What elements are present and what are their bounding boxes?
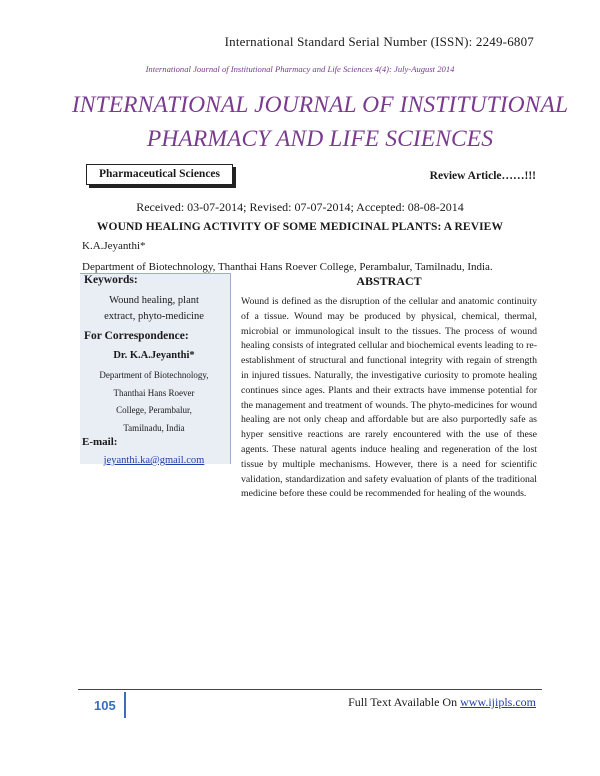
address-line-3: College, Perambalur, — [116, 405, 192, 415]
footer-prefix: Full Text Available On — [348, 695, 461, 709]
abstract-body: Wound is defined as the disruption of the cellular and anatomic continuity of a tissue. Wound may be produced by physical, chemical, thermal, microbial or immunological insult to the tissues. The process of wound healing consists of integrated cellular and biochemical events leading to re-establishment of structural and functional integrity with regain of strength in injured tissues. Naturally, the investigative curiosity to promote healing continues since ages. Plants and their extracts have immense potential for the management and treatment of wounds. The phyto-medicines for wound healing are not only cheap and affordable but are also purportedly safe as hyper sensitive reactions are rarely encountered with the use of these agents. These natural agents induce healing and regeneration of the lost tissue by multiple mechanisms. However, there is a need for scientific validation, standardization and safety evaluation of plants of the traditional medicine before these could be recommended for healing of the wounds. — [241, 296, 537, 500]
abstract-heading: ABSTRACT — [356, 274, 422, 288]
correspondence-label: For Correspondence: — [84, 330, 189, 342]
article-title: WOUND HEALING ACTIVITY OF SOME MEDICINAL PLANTS: A REVIEW — [96, 221, 504, 233]
keywords-line-2: extract, phyto-medicine — [104, 311, 204, 322]
issn-line: International Standard Serial Number (ISSN): 2249-6807 — [224, 34, 534, 49]
author-name: K.A.Jeyanthi* — [82, 240, 146, 252]
email-link[interactable]: jeyanthi.ka@gmail.com — [103, 455, 205, 466]
correspondence-address — [84, 367, 224, 437]
page-number-divider — [124, 692, 126, 718]
journal-title-line-2: PHARMACY AND LIFE SCIENCES — [146, 126, 494, 152]
article-type-label: Review Article……!!! — [429, 170, 536, 182]
keywords-line-1: Wound healing, plant — [109, 295, 199, 306]
address-line-4: Tamilnadu, India — [123, 422, 185, 433]
keywords-text — [86, 293, 222, 325]
journal-title — [60, 88, 580, 156]
article-dates: Received: 03-07-2014; Revised: 07-07-2014; Accepted: 08-08-2014 — [136, 200, 464, 214]
journal-title-line-1: INTERNATIONAL JOURNAL OF INSTITUTIONAL — [71, 92, 569, 118]
footer-availability — [348, 695, 536, 710]
keywords-label: Keywords: — [84, 274, 138, 286]
correspondence-name: Dr. K.A.Jeyanthi* — [113, 350, 195, 361]
email-label: E-mail: — [82, 436, 118, 448]
address-line-1: Department of Biotechnology, — [99, 370, 209, 380]
journal-citation-line: International Journal of Institutional Pharmacy and Life Sciences 4(4): July-August 2014 — [145, 64, 455, 74]
footer-website-link[interactable]: www.ijipls.com — [460, 695, 536, 709]
footer-divider — [78, 689, 542, 690]
address-line-2: Thanthai Hans Roever — [113, 387, 195, 398]
category-badge: Pharmaceutical Sciences — [86, 164, 233, 185]
page-number: 105 — [94, 698, 116, 713]
author-affiliation: Department of Biotechnology, Thanthai Hans Roever College, Perambalur, Tamilnadu, India. — [82, 261, 493, 273]
